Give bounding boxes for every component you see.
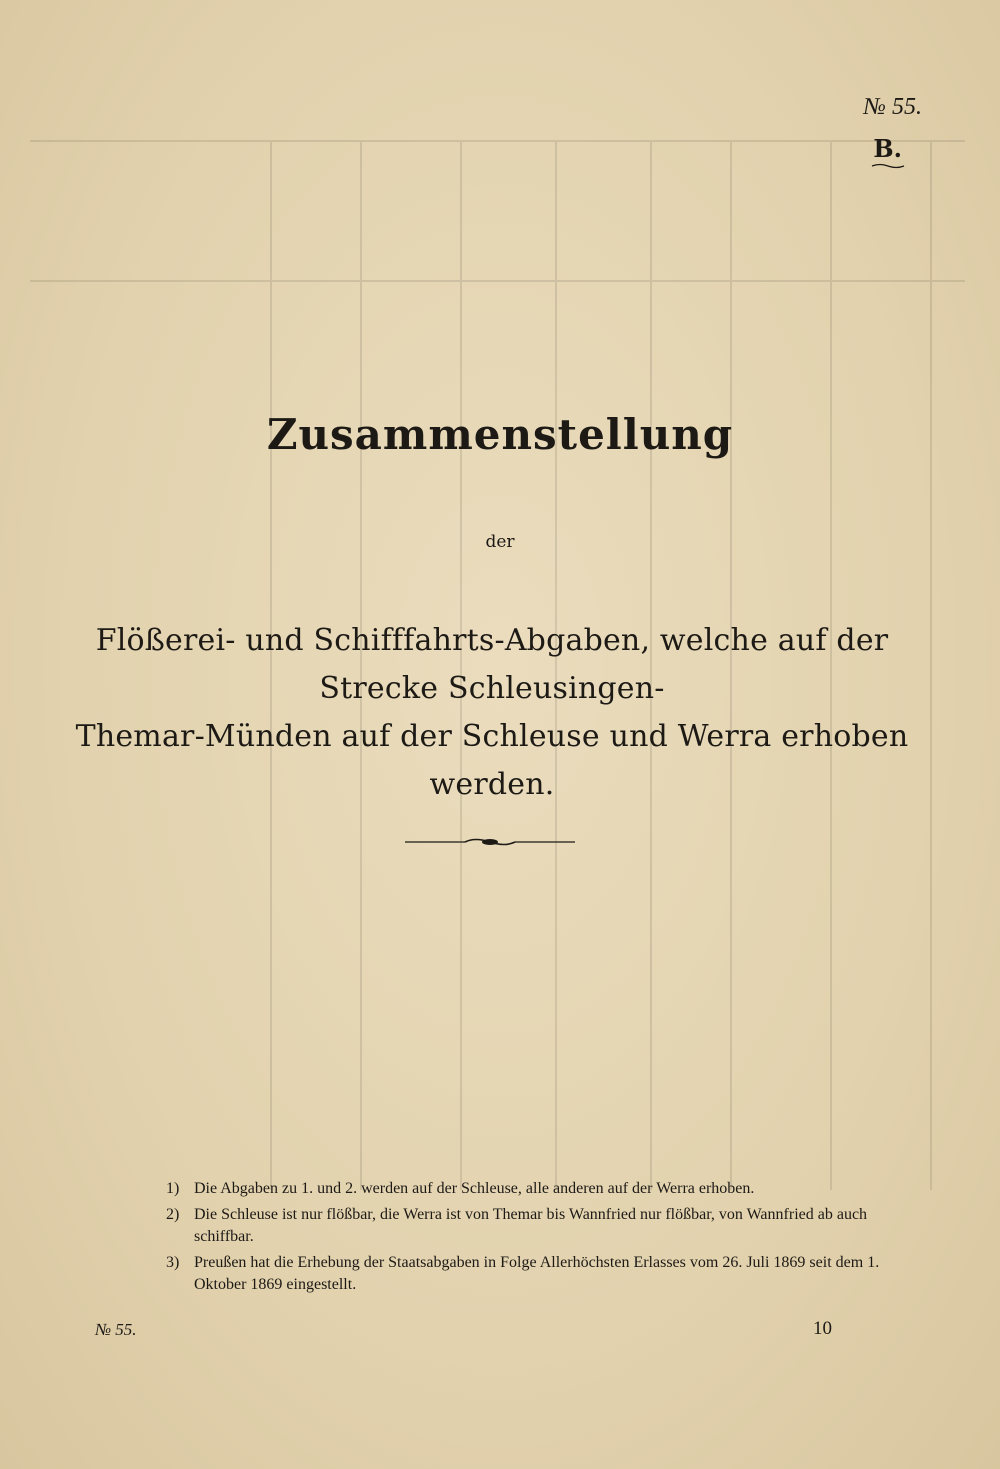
footnote-text: Die Schleuse ist nur flößbar, die Werra ist von Themar bis Wannfried nur flößbar, von Wannfried ab auch schiffbar. bbox=[194, 1206, 868, 1245]
subtitle-line-1: Flößerei- und Schifffahrts-Abgaben, welche auf der Strecke Schleusingen- bbox=[95, 623, 889, 706]
flourish-icon bbox=[871, 163, 905, 169]
footnote-2 bbox=[166, 1204, 926, 1248]
footer-document-number: № 55. bbox=[95, 1320, 137, 1339]
footnotes bbox=[166, 1178, 926, 1300]
page-title: Zusammenstellung bbox=[266, 410, 734, 459]
title-connector: der bbox=[485, 532, 515, 552]
footnote-number: 3) bbox=[166, 1254, 180, 1271]
footnote-text: Preußen hat die Erhebung der Staatsabgaben in Folge Allerhöchsten Erlasses vom 26. Juli 1869 seit dem 1. Oktober 1869 eingestellt. bbox=[194, 1254, 880, 1293]
ornament-divider-icon bbox=[405, 836, 575, 848]
appendix-mark: B. bbox=[873, 134, 902, 163]
footnote-number: 1) bbox=[166, 1180, 180, 1197]
document-number: № 55. bbox=[863, 94, 922, 120]
subtitle-line-2: Themar-Münden auf der Schleuse und Werra erhoben werden. bbox=[75, 719, 909, 802]
footnote-1 bbox=[166, 1178, 926, 1200]
footnote-3 bbox=[166, 1252, 926, 1296]
page-number: 10 bbox=[813, 1318, 832, 1339]
footnote-number: 2) bbox=[166, 1206, 180, 1223]
page-subtitle bbox=[62, 617, 922, 809]
footnote-text: Die Abgaben zu 1. und 2. werden auf der Schleuse, alle anderen auf der Werra erhoben. bbox=[194, 1180, 755, 1197]
